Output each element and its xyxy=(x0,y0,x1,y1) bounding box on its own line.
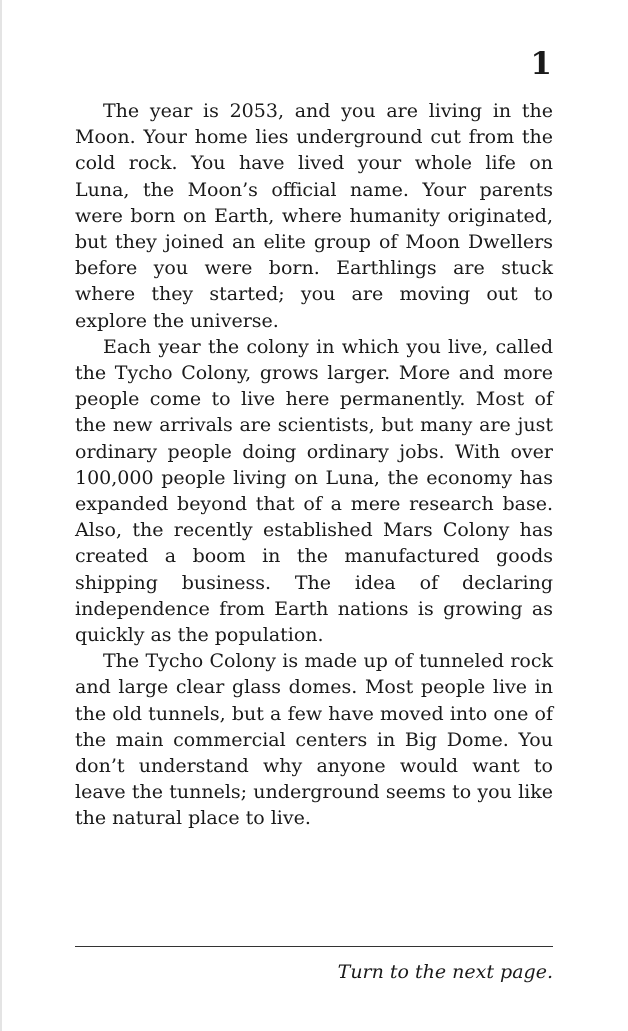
page-edge xyxy=(0,0,2,1031)
paragraph: The Tycho Colony is made up of tunneled rock and large clear glass domes. Most people live in the old tunnels, but a few have moved into one of the main commercial centers in Big Dome. You don’t understand why anyone would want to leave the tunnels; underground seems to you like the natural place to live. xyxy=(75,650,553,830)
paragraph: The year is 2053, and you are living in the Moon. Your home lies underground cut from the cold rock. You have lived your whole life on Luna, the Moon’s official name. Your parents were born on Earth, where humanity originated, but they joined an elite group of Moon Dwellers before you were born. Earthlings are stuck where they started; you are moving out to explore the universe. xyxy=(75,100,553,332)
story-text xyxy=(75,98,553,832)
next-page-instruction: Turn to the next page. xyxy=(337,961,553,983)
page-number: 1 xyxy=(530,46,552,82)
paragraph: Each year the colony in which you live, called the Tycho Colony, grows larger. More and more people come to live here permanently. Most of the new arrivals are scientists, but many are just ordinary people doing ordinary jobs. With over 100,000 people living on Luna, the economy has expanded beyond that of a mere research base. Also, the recently established Mars Colony has created a boom in the manufactured goods shipping business. The idea of declaring independence from Earth nations is growing as quickly as the population. xyxy=(75,335,553,647)
footer-divider xyxy=(75,946,553,947)
